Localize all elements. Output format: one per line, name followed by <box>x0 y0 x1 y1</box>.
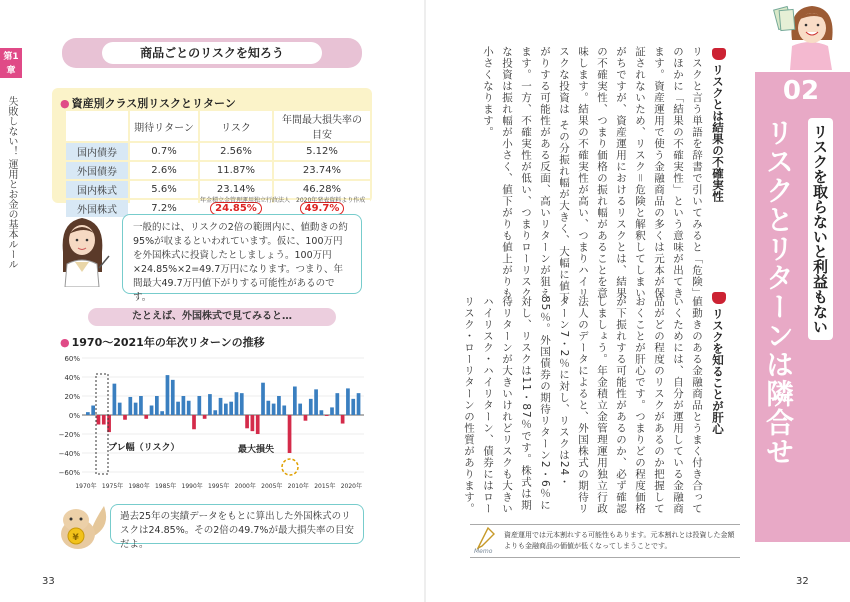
section-main-title: リスクとリターンは隣合せ <box>762 118 795 466</box>
chart-bar <box>118 403 122 415</box>
memo-text: 資産運用では元本割れする可能性もあります。元本割れとは投資した金額よりも金融商品の価値が低くなってしまうことです。 <box>504 531 735 550</box>
chart-bar <box>128 397 132 415</box>
x-tick-label: 2015年 <box>314 483 336 490</box>
x-tick-label: 2000年 <box>234 483 256 490</box>
purse-icon <box>712 292 726 304</box>
x-tick-label: 1985年 <box>154 483 177 490</box>
x-tick-label: 1990年 <box>181 483 203 490</box>
x-tick-label: 2020年 <box>340 483 363 490</box>
highlight-risk: 24.85% <box>210 202 262 215</box>
section-title: 商品ごとのリスクを知ろう <box>102 42 322 64</box>
chart-bar <box>245 415 249 428</box>
chart-bar <box>91 406 95 416</box>
chart-bar <box>304 415 308 421</box>
table-row: 国内債券 0.7% 2.56% 5.12% <box>66 143 370 160</box>
bullet-icon: ● <box>60 336 70 349</box>
annual-return-chart <box>52 348 370 492</box>
chart-bar <box>197 396 201 415</box>
memo-label: Memo <box>474 548 493 554</box>
chart-bar <box>341 415 345 424</box>
chart-bar <box>346 388 350 415</box>
table-header: リスク <box>200 111 272 141</box>
chart-bar <box>357 393 361 415</box>
page-number-left: 33 <box>42 576 55 587</box>
chart-bar <box>224 404 228 415</box>
chart-bar <box>330 407 334 415</box>
max-loss-circle <box>282 459 298 475</box>
table-row: 外国株式 7.2% 24.85% 49.7% <box>66 200 370 217</box>
chart-bar <box>144 415 148 419</box>
chart-bar <box>282 406 286 416</box>
y-tick-label: −20% <box>58 431 80 439</box>
chart-bar <box>139 396 143 415</box>
chart-bar <box>272 404 276 415</box>
page-number-right: 32 <box>796 576 809 587</box>
chart-bar <box>293 387 297 416</box>
chart-bar <box>203 415 207 419</box>
x-tick-label: 2010年 <box>287 483 309 490</box>
woman-cheering-illustration <box>770 0 850 72</box>
paragraph-know-risk: 値動きのある金融商品とうまく付き合っていくためには、自分が運用している金融商品がどの程度のリスクがあるのか把握しておくことが肝心です。つまりどの程度価格が下振れする可能性があるのか、必ず確認しましょう。年金積立金管理運用独立行政法人のデータによると、外国株式の期待リターン7・2％に対し、リスクは24・85％。外国債券の期待リターン2・6％に対し、リスクは11・87％です。株式は期待リターンが大きいけれどリスクも大きいハイリスク・ハイリターン、債券にはローリスク・ローリターンの性質があります。 <box>463 296 703 515</box>
chart-bar <box>213 410 217 415</box>
table-source-note: 年金積立金管理運用独立行政法人 2020年発表資料より作成 <box>200 197 366 204</box>
chart-bar <box>171 380 175 415</box>
speech-bubble-explanation: 一般的には、リスクの2倍の範囲内に、値動きの約95%が収まるといわれています。仮に、100万円を外国株式に投資したとしましょう。100万円×24.85%×2=49.7万円になります。つまり、年間最大49.7万円値下がりする可能性があるのです。 <box>122 214 362 294</box>
heading-know-risk: リスクを知ることが肝心 <box>711 308 725 435</box>
heading-risk-uncertainty: リスクとは結果の不確実性 <box>711 64 725 202</box>
memo-pen-icon <box>474 526 498 554</box>
chart-bar <box>314 389 318 415</box>
x-tick-label: 1970年 <box>75 483 97 490</box>
chart-bar <box>86 412 90 415</box>
chart-title: ● 1970～2021年の年次リターンの推移 <box>60 336 265 349</box>
chart-bar <box>251 415 255 431</box>
y-tick-label: 0% <box>68 412 80 420</box>
chart-bar <box>298 404 302 415</box>
max-loss-label: 最大損失 <box>238 445 275 455</box>
x-tick-label: 1995年 <box>208 483 230 490</box>
chart-bar <box>150 406 154 416</box>
chart-bar <box>325 415 329 416</box>
chart-bar <box>187 401 191 415</box>
chart-bar <box>97 415 101 425</box>
chart-bar <box>266 401 270 415</box>
table-header: 年間最大損失率の目安 <box>274 111 370 141</box>
chart-bar <box>123 415 127 420</box>
chart-bar <box>277 396 281 415</box>
svg-text:¥: ¥ <box>72 533 79 543</box>
chart-bar <box>240 393 244 415</box>
y-tick-label: −60% <box>58 469 80 477</box>
risk-range-label: ブレ幅（リスク） <box>108 443 180 453</box>
speech-bubble-summary: 過去25年の実績データをもとに算出した外国株式のリスクは24.85%。その2倍の49.7%が最大損失率の目安だよ。 <box>110 504 364 544</box>
page-gutter <box>424 0 426 602</box>
y-tick-label: 40% <box>64 374 80 382</box>
chart-bar <box>320 410 324 415</box>
x-tick-label: 1980年 <box>128 483 150 490</box>
chart-bar <box>134 403 138 415</box>
chart-bar <box>102 415 106 425</box>
table-title: ● 資産別クラス別リスクとリターン <box>60 97 236 110</box>
y-tick-label: 60% <box>64 355 80 363</box>
chart-bar <box>113 384 117 415</box>
section-title-bar <box>62 38 362 68</box>
chart-bar <box>351 399 355 415</box>
chart-bar <box>219 398 223 415</box>
chapter-side-label: 失敗しない！ 運用とお金の基本ルール <box>6 96 17 270</box>
example-subhead: たとえば、外国株式で見てみると… <box>88 308 336 326</box>
woman-advisor-illustration <box>55 212 110 287</box>
chart-bar <box>208 394 212 415</box>
squirrel-mascot-illustration <box>52 498 112 553</box>
chart-bar <box>160 411 164 415</box>
chapter-tab: 第1章 <box>0 48 22 78</box>
highlight-loss: 49.7% <box>300 202 345 215</box>
x-tick-label: 2005年 <box>261 483 283 490</box>
table-row: 外国債券 2.6% 11.87% 23.74% <box>66 162 370 179</box>
chart-bar <box>229 402 233 415</box>
chart-bar <box>192 415 196 429</box>
y-tick-label: 20% <box>64 393 80 401</box>
section-number: 02 <box>782 76 820 106</box>
section-subtitle: リスクを取らないと利益もない <box>808 118 833 340</box>
chart-bar <box>155 396 159 415</box>
chart-bar <box>166 375 170 415</box>
chart-bar <box>309 399 313 415</box>
chart-bar <box>182 396 186 415</box>
y-tick-label: −40% <box>58 450 80 458</box>
bullet-icon: ● <box>60 97 70 110</box>
purse-icon <box>712 48 726 60</box>
chart-bar <box>256 415 260 434</box>
table-row: 国内株式 5.6% 23.14% 46.28% <box>66 181 370 198</box>
chart-bar <box>176 402 180 415</box>
x-tick-label: 1975年 <box>101 483 124 490</box>
chart-bar <box>235 392 239 415</box>
chart-bar <box>335 393 339 415</box>
table-header: 期待リターン <box>130 111 198 141</box>
paragraph-risk-uncertainty: リスクと言う単語を辞書で引いてみると「危険」のほかに「結果の不確実性」という意味が出てきます。資産運用で使う金融商品の多くは元本が保証されないため、リスク＝危険と解釈してしまいがちですが、資産運用におけるリスクとは、結果の不確実性、つまり価格の振れ幅があることを意味します。結果の不確実性が高い、つまりハイリスクな投資は その分振れ幅が大きく、大幅に値下がりする可能性がある反面、高いリターンが狙えます。一方、不確実性が低い、つまりローリスクな投資は振れ幅が小さく、値下がりも値上がりも小さくなります。 <box>482 46 703 304</box>
chart-bar <box>288 415 292 453</box>
chart-bar <box>261 383 265 415</box>
